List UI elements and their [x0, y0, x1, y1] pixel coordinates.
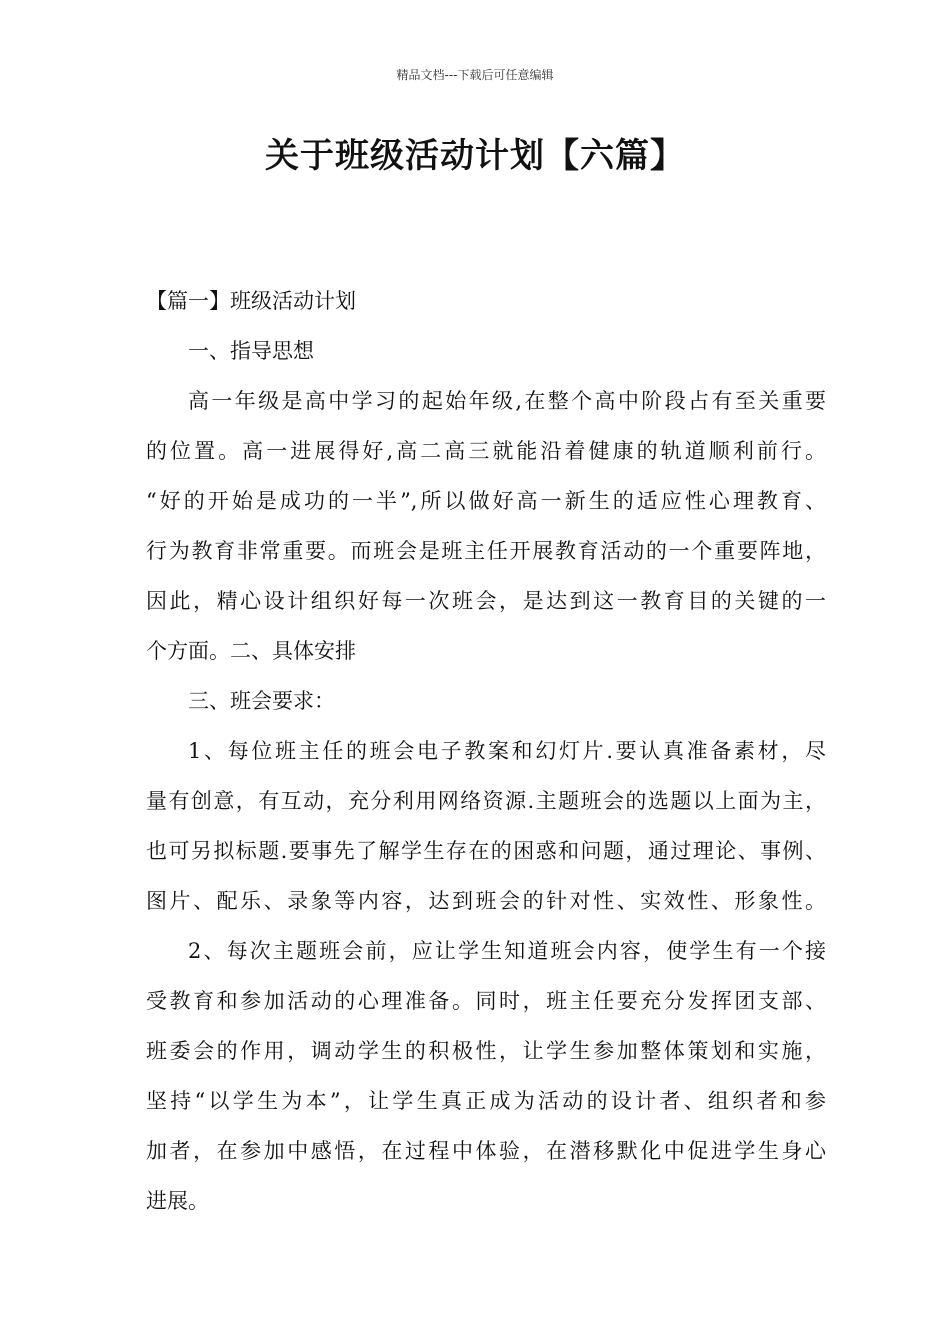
paragraph-line: 进展。	[146, 1189, 209, 1213]
paragraph-line: 量有创意，有互动，充分利用网络资源.主题班会的选题以上面为主，	[146, 789, 826, 813]
paragraph-line: 班委会的作用，调动学生的积极性，让学生参加整体策划和实施，	[146, 1039, 826, 1063]
paragraph-line: 1、每位班主任的班会电子教案和幻灯片.要认真准备素材，尽	[188, 739, 826, 763]
paragraph-line: 2、每次主题班会前，应让学生知道班会内容，使学生有一个接	[188, 939, 826, 963]
paragraph-line: 的位置。高一进展得好,高二高三就能沿着健康的轨道顺利前行。	[146, 439, 826, 463]
paragraph-line: 行为教育非常重要。而班会是班主任开展教育活动的一个重要阵地，	[146, 539, 826, 563]
section-heading: 【篇一】班级活动计划	[146, 289, 356, 313]
paragraph-line: 个方面。二、具体安排	[146, 639, 356, 663]
paragraph-line: 也可另拟标题.要事先了解学生存在的困惑和问题，通过理论、事例、	[146, 839, 826, 863]
paragraph-line: 高一年级是高中学习的起始年级,在整个高中阶段占有至关重要	[188, 389, 826, 413]
paragraph-line: 受教育和参加活动的心理准备。同时，班主任要充分发挥团支部、	[146, 989, 826, 1013]
paragraph-line: 因此，精心设计组织好每一次班会，是达到这一教育目的关键的一	[146, 589, 826, 613]
subsection-heading: 一、指导思想	[188, 339, 314, 363]
paragraph-line: 图片、配乐、录象等内容，达到班会的针对性、实效性、形象性。	[146, 889, 826, 913]
document-title: 关于班级活动计划【六篇】	[265, 136, 685, 176]
paragraph-line: “好的开始是成功的一半”,所以做好高一新生的适应性心理教育、	[146, 489, 826, 513]
paragraph-line: 加者，在参加中感悟，在过程中体验，在潜移默化中促进学生身心	[146, 1139, 826, 1163]
page-header: 精品文档---下载后可任意编辑	[396, 68, 554, 82]
paragraph-line: 坚持“以学生为本”，让学生真正成为活动的设计者、组织者和参	[146, 1089, 826, 1113]
subsection-heading: 三、班会要求：	[188, 689, 335, 713]
